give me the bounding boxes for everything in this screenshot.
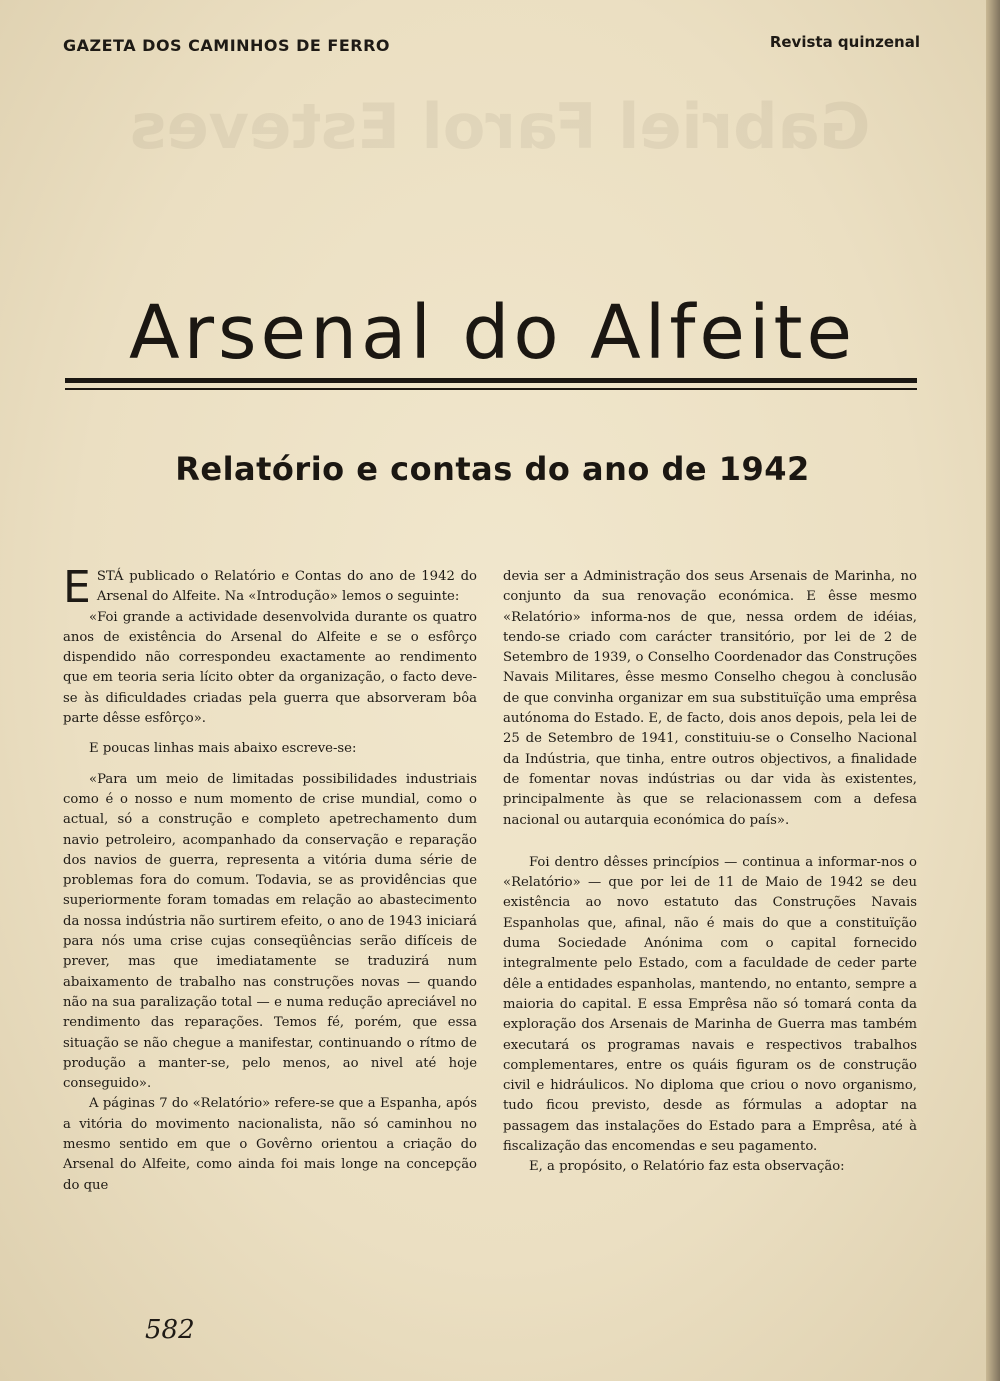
paragraph: E poucas linhas mais abaixo escreve-se: — [89, 741, 357, 757]
page-number: 582 — [145, 1315, 195, 1345]
publication-name: GAZETA DOS CAMINHOS DE FERRO — [63, 36, 391, 55]
paragraph — [63, 562, 477, 613]
bleed-through-text: Gabriel Farol Esteves — [129, 90, 871, 163]
paragraph: Foi dentro dêsses princípios — continua a informar-nos o «Relatório» — que por lei de 11 de Maio de 1942 se deu existência ao novo estatuto das Construções Navais Espanholas que, afinal, não é mais do que a constituïção duma Sociedade Anónima com o capital fornecido integralmente pelo Estado, com a faculdade de ceder parte dêle a entidades espanholas, mantendo, no entanto, sempre a maioria do capital. E essa Emprêsa não só tomará conta da exploração dos Arsenais de Marinha de Guerra mas também executará os programas navais e respectivos trabalhos complementares, entre os quáis figuram os de construção civil e hidráulicos. No diploma que criou o novo organismo, tudo ficou previsto, desde as fórmulas a adoptar na passagem das instalações do Estado para a Emprêsa, até à fiscalização das encomendas e seu pagamento. — [503, 854, 917, 1155]
paragraph: «Foi grande a actividade desenvolvida durante os quatro anos de existência do Arsenal do Alfeite e se o esfôrço dispendido não correspondeu exactamente ao rendimento que em teoria seria lícito obter da organização, o facto deve-se às dificuldades criadas pela guerra que absorveram bôa parte dêsse esfôrço». — [63, 609, 477, 727]
left-column — [63, 562, 477, 1196]
paragraph: E, a propósito, o Relatório faz esta observação: — [529, 1159, 845, 1175]
article-title: Arsenal do Alfeite — [128, 290, 857, 376]
title-double-rule — [65, 378, 917, 390]
page-edge-shadow — [986, 0, 1000, 1381]
paragraph: A páginas 7 do «Relatório» refere-se que a Espanha, após a vitória do movimento nacionalista, não só caminhou no mesmo sentido em que o Govêrno orientou a criação do Arsenal do Alfeite, como ainda foi mais longe na concepção do que — [63, 1096, 477, 1193]
drop-cap: E — [63, 562, 91, 613]
paragraph: «Para um meio de limitadas possibilidades industriais como é o nosso e num momento de crise mundial, como o actual, só a construção e completo apetrechamento dum navio petroleiro, acompanhado da conservação e reparação dos navios de guerra, representa a vitória duma série de problemas fora do comum. Todavia, se as providências que superiormente foram tomadas em relação ao abastecimento da nossa indústria não surtirem efeito, o ano de 1943 iniciará para nós uma crise cujas conseqüências serão difíceis de prever, mas que imediatamente se traduzirá num abaixamento de trabalho nas construções novas — quando não na sua paralização total — e numa redução apreciável no rendimento das reparações. Temos fé, porém, que essa situação se não chegue a manifestar, continuando o rítmo de produção a manter-se, pelo menos, ao nivel até hoje conseguido». — [63, 771, 477, 1092]
article-subtitle: Relatório e contas do ano de 1942 — [175, 450, 810, 488]
paragraph: devia ser a Administração dos seus Arsenais de Marinha, no conjunto da sua renovação económica. E êsse mesmo «Relatório» informa-nos de que, nessa ordem de idéias, tendo-se criado com carácter transitório, por lei de 2 de Setembro de 1939, o Conselho Coordenador das Construções Navais Militares, êsse mesmo Conselho chegou à conclusão de que convinha organizar em sua substituïção uma emprêsa autónoma do Estado. E, de facto, dois anos depois, pela lei de 25 de Setembro de 1941, constituiu-se o Conselho Nacional da Indústria, que tinha, entre outros objectivos, a finalidade de fomentar novas indústrias ou dar vida às existentes, principalmente às que se relacionassem com a defesa nacional ou autarquia económica do país». — [503, 569, 917, 828]
right-column — [503, 567, 917, 1178]
paragraph-text: STÁ publicado o Relatório e Contas do ano de 1942 do Arsenal do Alfeite. Na «Introdução» lemos o seguinte: — [96, 569, 477, 605]
issue-type: Revista quinzenal — [769, 33, 920, 51]
